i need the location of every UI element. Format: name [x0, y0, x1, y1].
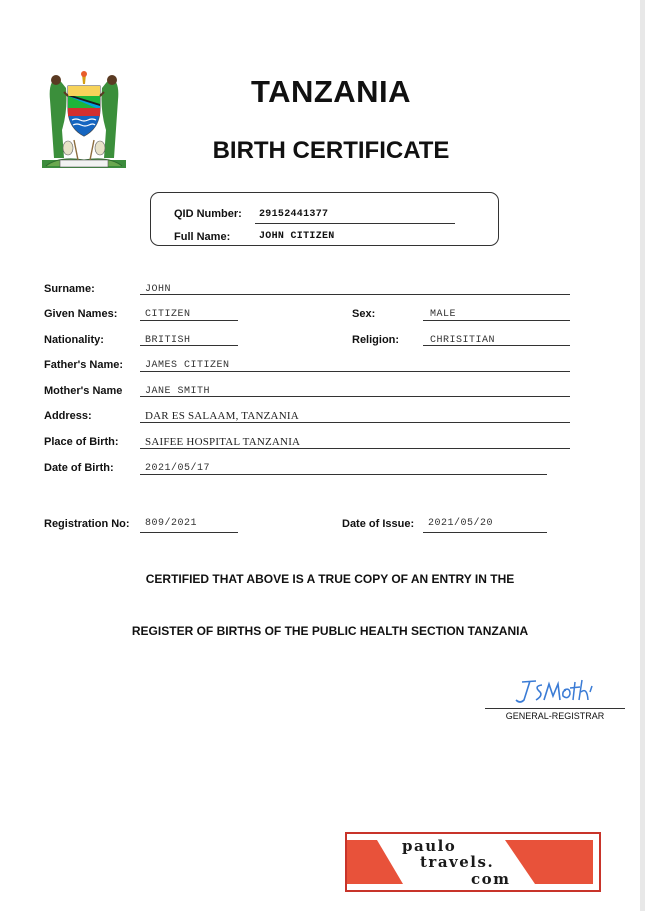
- document-title: BIRTH CERTIFICATE: [212, 137, 450, 164]
- qid-underline: [255, 223, 455, 224]
- father-name-label: Father's Name:: [44, 359, 124, 371]
- religion-value: CHRISITIAN: [430, 335, 496, 346]
- watermark-line-1: paulo: [402, 837, 457, 855]
- given-names-value: CITIZEN: [145, 309, 191, 320]
- sex-label: Sex:: [352, 308, 376, 320]
- qid-value: 29152441377: [259, 209, 329, 220]
- registration-no-value: 809/2021: [145, 518, 198, 529]
- qid-label: QID Number:: [174, 208, 242, 220]
- date-of-issue-label: Date of Issue:: [342, 518, 415, 530]
- date-of-issue-value: 2021/05/20: [428, 518, 494, 529]
- mother-name-value: JANE SMITH: [145, 386, 211, 397]
- signature-line: [485, 708, 625, 709]
- sex-value: MALE: [430, 309, 457, 320]
- religion-line: [423, 345, 570, 346]
- address-value: DAR ES SALAAM, TANZANIA: [145, 410, 299, 422]
- paulo-travels-watermark: [345, 832, 601, 892]
- nationality-value: BRITISH: [145, 335, 191, 346]
- father-name-value: JAMES CITIZEN: [145, 360, 230, 371]
- registration-no-label: Registration No:: [44, 518, 130, 530]
- date-of-birth-label: Date of Birth:: [44, 462, 114, 474]
- surname-line: [140, 294, 570, 295]
- father-name-line: [140, 371, 570, 372]
- mother-name-label: Mother's Name: [44, 385, 123, 397]
- certification-line-1: CERTIFIED THAT ABOVE IS A TRUE COPY OF AN ENTRY IN THE: [145, 572, 515, 586]
- date-of-issue-line: [423, 532, 547, 533]
- religion-label: Religion:: [352, 334, 400, 346]
- address-line: [140, 422, 570, 423]
- full-name-value: JOHN CITIZEN: [259, 231, 335, 242]
- nationality-label: Nationality:: [44, 334, 104, 346]
- certification-line-2: REGISTER OF BIRTHS OF THE PUBLIC HEALTH SECTION TANZANIA: [131, 624, 529, 638]
- place-of-birth-value: SAIFEE HOSPITAL TANZANIA: [145, 436, 301, 448]
- mother-name-line: [140, 396, 570, 397]
- surname-value: JOHN: [145, 284, 172, 295]
- surname-label: Surname:: [44, 283, 95, 295]
- registrar-signature: [512, 676, 596, 706]
- watermark-line-3: com: [471, 870, 511, 888]
- registration-no-line: [140, 532, 238, 533]
- date-of-birth-line: [140, 474, 547, 475]
- place-of-birth-line: [140, 448, 570, 449]
- full-name-label: Full Name:: [174, 231, 231, 243]
- registrar-label: GENERAL-REGISTRAR: [505, 711, 605, 721]
- given-names-label: Given Names:: [44, 308, 118, 320]
- country-title: TANZANIA: [250, 74, 412, 109]
- given-names-line: [140, 320, 238, 321]
- nationality-line: [140, 345, 238, 346]
- sex-line: [423, 320, 570, 321]
- full-name-underline: [255, 245, 455, 246]
- place-of-birth-label: Place of Birth:: [44, 436, 119, 448]
- watermark-line-2: travels.: [420, 853, 495, 871]
- address-label: Address:: [44, 410, 92, 422]
- date-of-birth-value: 2021/05/17: [145, 463, 211, 474]
